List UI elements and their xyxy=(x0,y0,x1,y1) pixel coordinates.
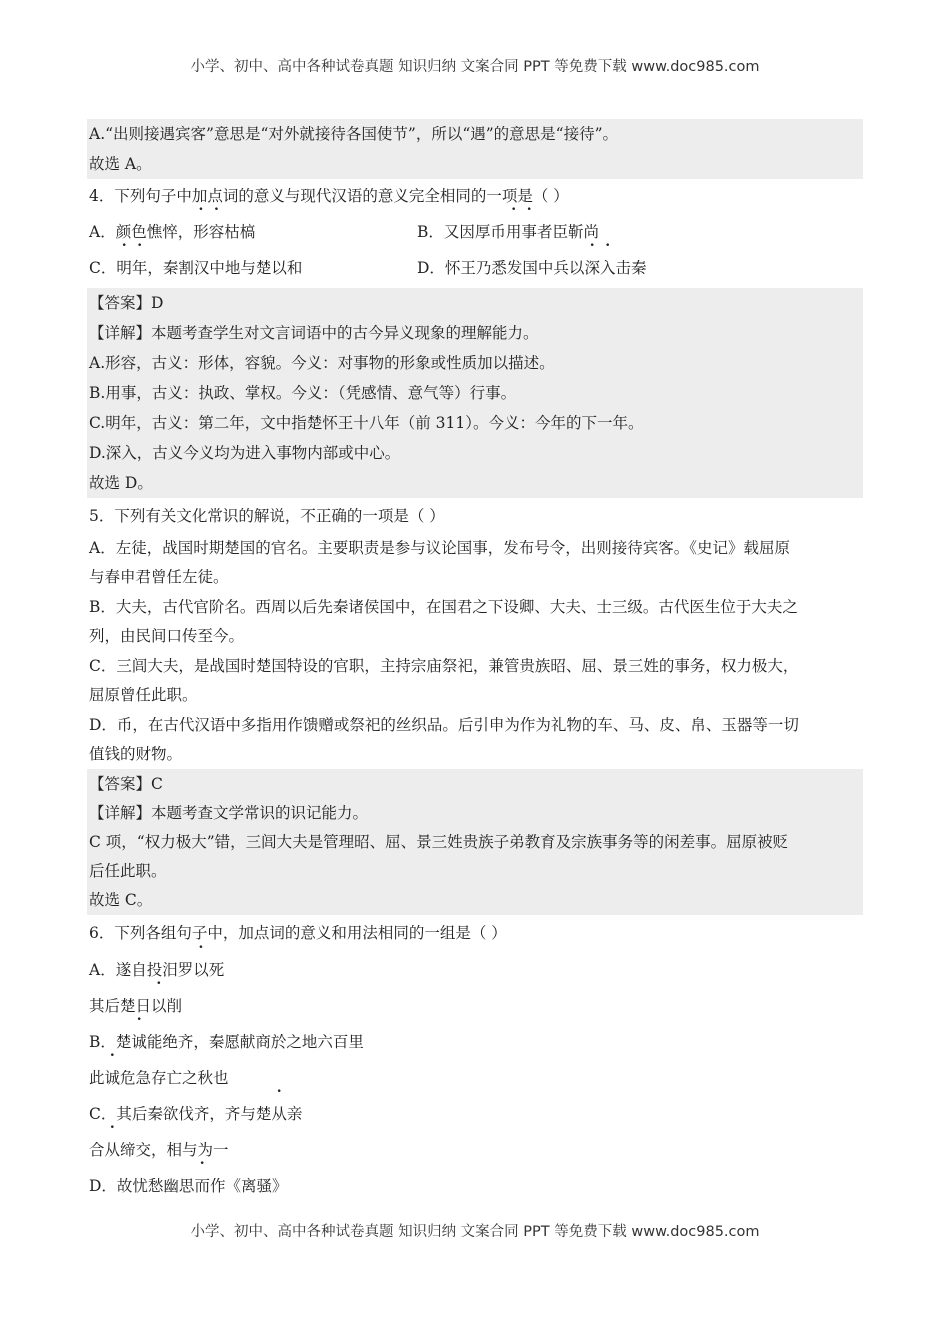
prev-conclusion: 故选 A。 xyxy=(87,149,863,179)
q5-detail: 【详解】本题考查文学常识的识记能力。 xyxy=(87,798,863,828)
q5-explanation-line2: 后任此职。 xyxy=(87,856,863,886)
q4-options-row2 xyxy=(87,253,863,283)
q4-explanation-a: A.形容，古义：形体，容貌。今义：对事物的形象或性质加以描述。 xyxy=(87,348,863,378)
q5-explanation-line1: C 项，“权力极大”错，三闾大夫是管理昭、屈、景三姓贵族子弟教育及宗族事务等的闲差事。屈原被贬 xyxy=(87,827,863,857)
q6-option-c-line1: C．其后秦欲伐齐，齐与楚从亲 xyxy=(89,1105,303,1123)
q4-detail: 【详解】本题考查学生对文言词语中的古今异义现象的理解能力。 xyxy=(87,318,863,348)
q6-option-c-line2: 合从缔交，相与为一 xyxy=(89,1141,229,1159)
q6-option-d-line1: D．故忧愁幽思而作《离骚》 xyxy=(89,1177,288,1195)
q5-option-d-line1: D．币，在古代汉语中多指用作馈赠或祭祀的丝织品。后引申为作为礼物的车、马、皮、帛、玉器等一切 xyxy=(89,716,799,734)
q5-stem: 5．下列有关文化常识的解说，不正确的一项是（ ） xyxy=(89,507,445,525)
q4-explanation-b: B.用事，古义：执政、掌权。今义：（凭感情、意气等）行事。 xyxy=(87,378,863,408)
q4-option-c: C．明年，秦割汉中地与楚以和 xyxy=(89,259,303,277)
q5-conclusion: 故选 C。 xyxy=(87,885,863,915)
q5-option-b-line2: 列，由民间口传至今。 xyxy=(89,627,245,645)
q5-answer: 【答案】C xyxy=(87,769,863,799)
q4-answer: 【答案】D xyxy=(87,288,863,318)
page-header: 小学、初中、高中各种试卷真题 知识归纳 文案合同 PPT 等免费下载 www.doc985.com xyxy=(190,59,760,75)
q4-conclusion: 故选 D。 xyxy=(87,468,863,498)
q4-stem: 4．下列句子中加点词的意义与现代汉语的意义完全相同的一项是（ ） xyxy=(89,187,569,205)
prev-explanation-a: A.“出则接遇宾客”意思是“对外就接待各国使节”，所以“遇”的意思是“接待”。 xyxy=(87,119,863,149)
q4-explanation-d: D.深入，古义今义均为进入事物内部或中心。 xyxy=(87,438,863,468)
q5-option-d-line2: 值钱的财物。 xyxy=(89,745,183,763)
q4-option-a: A．颜色憔悴，形容枯槁 xyxy=(89,223,256,241)
q5-option-c-line1: C．三闾大夫，是战国时楚国特设的官职，主持宗庙祭祀，兼管贵族昭、屈、景三姓的事务，权力极大， xyxy=(89,657,799,675)
q5-option-a-line2: 与春申君曾任左徒。 xyxy=(89,568,229,586)
q6-option-a-line1: A．遂自投汨罗以死 xyxy=(89,961,225,979)
q6-option-b-line2: 此诚危急存亡之秋也 xyxy=(89,1069,229,1087)
q4-explanation-c: C.明年，古义：第二年，文中指楚怀王十八年（前 311）。今义：今年的下一年。 xyxy=(87,408,863,438)
q6-option-b-line1: B．楚诚能绝齐，秦愿献商於之地六百里 xyxy=(89,1033,364,1051)
q4-option-b: B．又因厚币用事者臣靳尚 xyxy=(417,223,599,241)
page-footer: 小学、初中、高中各种试卷真题 知识归纳 文案合同 PPT 等免费下载 www.doc985.com xyxy=(190,1224,760,1240)
q5-option-a-line1: A．左徒，战国时期楚国的官名。主要职责是参与议论国事，发布号令，出则接待宾客。《史记》载屈原 xyxy=(89,539,790,557)
q5-option-b-line1: B．大夫，古代官阶名。西周以后先秦诸侯国中，在国君之下设卿、大夫、士三级。古代医生位于大夫之 xyxy=(89,598,798,616)
q4-options-row1 xyxy=(87,217,863,247)
q6-option-a-line2: 其后楚日以削 xyxy=(89,997,183,1015)
q5-option-c-line2: 屈原曾任此职。 xyxy=(89,686,198,704)
q4-option-d: D．怀王乃悉发国中兵以深入击秦 xyxy=(417,259,647,277)
q6-stem: 6．下列各组句子中，加点词的意义和用法相同的一组是（ ） xyxy=(89,924,507,942)
